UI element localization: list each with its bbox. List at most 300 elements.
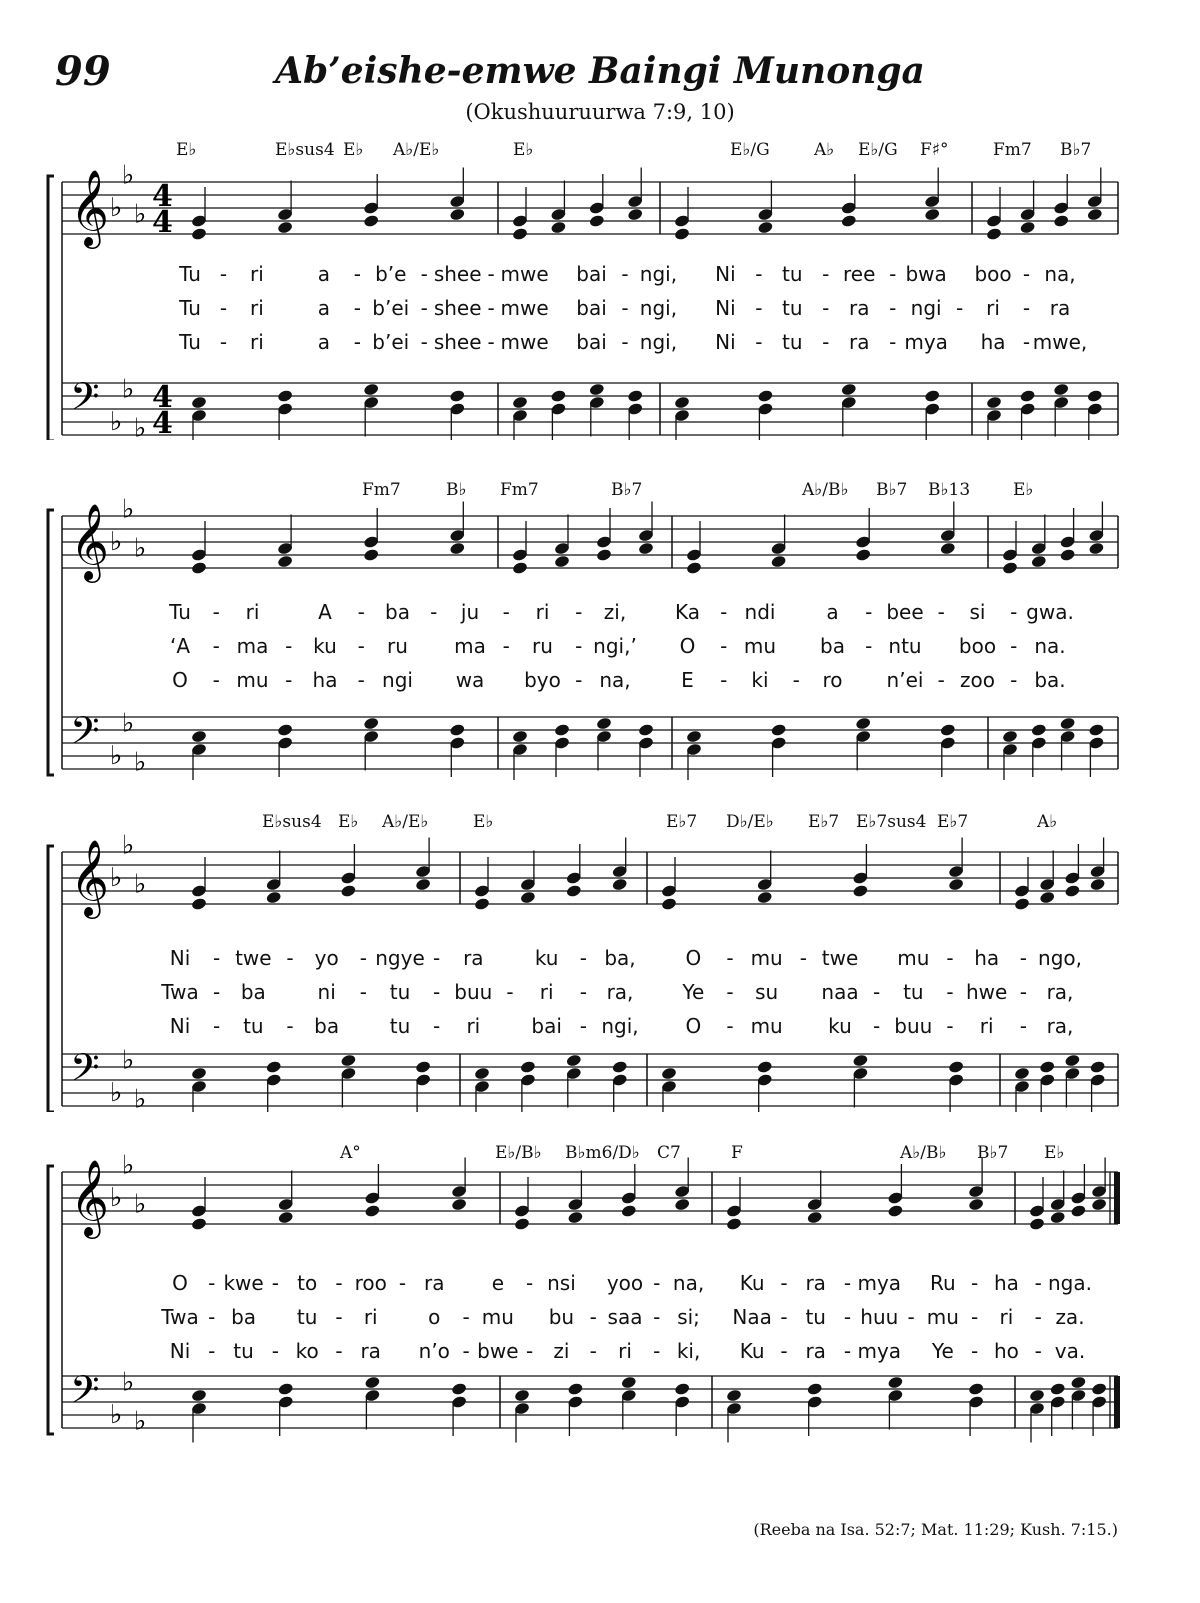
- lyric-syllable: roo: [354, 1271, 387, 1295]
- note-head: [277, 554, 294, 568]
- treble-staff: [62, 495, 1118, 584]
- bass-staff: [62, 1045, 1118, 1112]
- chord-symbol: E♭7: [808, 812, 840, 832]
- lyric-syllable: tu: [243, 1014, 264, 1038]
- lyric-hyphen: -: [843, 1271, 852, 1295]
- lyric-syllable: bai: [576, 262, 607, 286]
- verse-1-line: [0, 946, 1200, 972]
- lyric-hyphen: -: [865, 634, 873, 658]
- lyric-hyphen: -: [213, 946, 221, 970]
- lyric-syllable: na,: [1044, 262, 1076, 286]
- lyric-hyphen: -: [822, 296, 830, 320]
- lyric-hyphen: -: [1019, 980, 1027, 1004]
- lyric-hyphen: -: [433, 1014, 441, 1038]
- lyric-syllable: va.: [1054, 1339, 1086, 1363]
- lyric-syllable: tu: [389, 980, 411, 1004]
- note-head: [948, 1060, 965, 1074]
- lyric-syllable: bwa: [905, 262, 947, 286]
- lyric-syllable: ra: [848, 296, 870, 320]
- lyric-syllable: na,: [599, 668, 631, 692]
- lyric-hyphen: -: [208, 1339, 216, 1363]
- flat-icon: ♭: [110, 1400, 123, 1430]
- lyric-syllable: mu: [236, 668, 269, 692]
- lyric-syllable: boo: [974, 262, 1012, 286]
- lyric-hyphen: -: [873, 980, 881, 1004]
- note-head: [1064, 1053, 1081, 1067]
- note-head: [449, 541, 466, 555]
- note-head: [1070, 1204, 1087, 1218]
- lyric-syllable: ngi,: [601, 1014, 639, 1038]
- lyric-hyphen: -: [720, 634, 728, 658]
- note-head: [415, 1060, 432, 1074]
- lyric-syllable: ri: [618, 1339, 632, 1363]
- lyric-syllable: ree: [843, 262, 876, 286]
- lyric-syllable: a: [317, 262, 330, 286]
- lyric-hyphen: -: [579, 980, 587, 1004]
- lyric-hyphen: -: [865, 600, 873, 624]
- lyric-hyphen: -: [726, 980, 734, 1004]
- note-head: [474, 1066, 491, 1080]
- lyric-syllable: ba,: [604, 946, 636, 970]
- note-head: [986, 227, 1003, 241]
- lyric-hyphen: -: [420, 296, 428, 320]
- note-head: [364, 1375, 381, 1389]
- final-bar-thick: [1114, 1376, 1120, 1428]
- note-head: [474, 897, 491, 911]
- note-head: [514, 1388, 531, 1402]
- lyric-hyphen: -: [946, 946, 954, 970]
- chord-symbol: A♭: [1037, 812, 1058, 832]
- chord-symbol: E♭7: [937, 812, 969, 832]
- lyric-syllable: tu: [389, 1014, 411, 1038]
- note-head: [621, 1204, 638, 1218]
- lyric-syllable: ngye: [375, 946, 425, 970]
- note-head: [686, 729, 703, 743]
- lyric-syllable: Ni: [169, 1339, 191, 1363]
- chord-symbol: Fm7: [362, 480, 401, 500]
- lyric-hyphen: -: [873, 1014, 881, 1038]
- lyric-syllable: mu: [743, 634, 777, 658]
- note-head: [566, 1053, 583, 1067]
- lyric-syllable: Ni: [715, 262, 736, 286]
- note-head: [191, 1066, 208, 1080]
- lyric-syllable: ra: [360, 1339, 381, 1363]
- note-head: [191, 729, 208, 743]
- note-head: [1089, 877, 1106, 891]
- lyric-hyphen: -: [502, 634, 510, 658]
- lyric-hyphen: -: [357, 634, 365, 658]
- note-head: [449, 207, 466, 221]
- lyric-syllable: ngi,: [639, 262, 678, 286]
- lyric-hyphen: -: [212, 634, 220, 658]
- lyric-syllable: ku: [313, 634, 337, 658]
- note-head: [611, 877, 628, 891]
- lyric-hyphen: -: [208, 1271, 216, 1295]
- lyric-hyphen: -: [937, 668, 945, 692]
- note-head: [1039, 1060, 1056, 1074]
- note-head: [1049, 1382, 1066, 1396]
- lyric-syllable: ki,: [676, 1339, 701, 1363]
- note-head: [674, 1382, 691, 1396]
- lyric-syllable: saa: [607, 1305, 643, 1329]
- lyric-hyphen: -: [487, 262, 495, 286]
- flat-icon: ♭: [122, 494, 135, 525]
- chord-symbol: B♭13: [928, 480, 971, 500]
- verse-3-line: [0, 1014, 1200, 1040]
- note-head: [1088, 541, 1105, 555]
- lyric-hyphen: -: [286, 1014, 294, 1038]
- note-head: [1087, 207, 1104, 221]
- note-head: [611, 1060, 628, 1074]
- lyric-syllable: tu: [782, 262, 803, 286]
- note-head: [277, 220, 294, 234]
- lyric-hyphen: -: [219, 330, 228, 354]
- flat-icon: ♭: [134, 869, 147, 900]
- lyric-syllable: yoo: [606, 1271, 644, 1295]
- lyric-syllable: shee: [433, 330, 482, 354]
- note-head: [596, 716, 613, 730]
- note-head: [756, 1060, 773, 1074]
- lyric-syllable: boo: [958, 634, 997, 658]
- lyric-hyphen: -: [359, 980, 367, 1004]
- note-head: [589, 214, 606, 228]
- lyric-hyphen: -: [720, 600, 728, 624]
- chord-symbol: E♭/G: [858, 140, 898, 160]
- lyric-syllable: ru: [387, 634, 408, 658]
- treble-staff: [62, 1151, 1120, 1240]
- lyric-hyphen: -: [219, 296, 228, 320]
- lyric-syllable: ri: [363, 1305, 378, 1329]
- bass-staff: [62, 1367, 1120, 1443]
- note-head: [1088, 723, 1105, 737]
- time-signature: 4: [152, 179, 173, 214]
- lyric-syllable: a: [826, 600, 839, 624]
- lyric-syllable: o: [428, 1305, 441, 1329]
- chord-symbol: E♭: [473, 812, 494, 832]
- note-head: [855, 548, 872, 562]
- verse-2-line: [0, 634, 1200, 660]
- note-head: [940, 541, 957, 555]
- lyric-syllable: ra: [805, 1339, 826, 1363]
- lyric-hyphen: -: [755, 296, 763, 320]
- lyric-hyphen: -: [357, 600, 365, 624]
- lyric-syllable: ba: [231, 1305, 257, 1329]
- note-head: [415, 877, 432, 891]
- lyric-hyphen: -: [285, 634, 293, 658]
- note-head: [1031, 723, 1048, 737]
- time-signature: 4: [152, 406, 173, 440]
- note-head: [806, 1210, 823, 1224]
- note-head: [1091, 1197, 1108, 1211]
- chord-symbol: E♭: [1044, 1143, 1065, 1163]
- note-head: [1014, 1066, 1031, 1080]
- lyric-syllable: ra: [1049, 296, 1071, 320]
- lyric-syllable: ngi: [382, 668, 413, 692]
- note-head: [638, 541, 655, 555]
- lyric-syllable: ri: [466, 1014, 481, 1038]
- lyric-syllable: si;: [677, 1305, 700, 1329]
- chord-symbol: Fm7: [993, 140, 1032, 160]
- note-head: [596, 548, 613, 562]
- verse-1-line: [0, 600, 1200, 626]
- lyric-syllable: mwe: [500, 330, 549, 354]
- treble-clef-icon: 𝄞: [70, 503, 110, 580]
- lyric-syllable: twe: [821, 946, 859, 970]
- lyric-hyphen: -: [726, 1014, 734, 1038]
- lyric-syllable: ho: [993, 1339, 1019, 1363]
- lyric-syllable: ha: [312, 668, 338, 692]
- lyric-syllable: Ye: [682, 980, 705, 1004]
- lyric-syllable: ngo,: [1038, 946, 1082, 970]
- lyric-syllable: Ni: [169, 1014, 191, 1038]
- note-head: [1019, 389, 1036, 403]
- note-head: [948, 877, 965, 891]
- lyric-syllable: ra,: [1046, 980, 1074, 1004]
- note-head: [1039, 890, 1056, 904]
- lyric-syllable: mya: [857, 1339, 902, 1363]
- lyric-syllable: ro: [822, 668, 843, 692]
- note-head: [756, 890, 773, 904]
- chord-symbol: E♭: [1013, 480, 1034, 500]
- note-head: [1053, 214, 1070, 228]
- chord-symbol: A♭: [814, 140, 835, 160]
- lyric-syllable: Ku: [739, 1339, 765, 1363]
- lyric-syllable: ra: [848, 330, 870, 354]
- lyric-syllable: ri: [245, 600, 260, 624]
- lyric-syllable: Ni: [715, 330, 736, 354]
- lyric-syllable: ri: [999, 1305, 1014, 1329]
- lyric-hyphen: -: [433, 980, 441, 1004]
- note-head: [887, 1375, 904, 1389]
- flat-icon: ♭: [134, 199, 147, 230]
- note-head: [1002, 729, 1019, 743]
- lyric-hyphen: -: [335, 1305, 343, 1329]
- lyric-syllable: ko: [295, 1339, 319, 1363]
- lyric-syllable: nsi: [547, 1271, 576, 1295]
- lyric-syllable: O: [685, 946, 702, 970]
- lyric-syllable: gwa.: [1026, 600, 1074, 624]
- lyric-syllable: buu: [894, 1014, 933, 1038]
- lyric-hyphen: -: [621, 296, 629, 320]
- note-head: [451, 1197, 468, 1211]
- lyric-hyphen: -: [755, 262, 763, 286]
- chord-symbol: D♭/E♭: [726, 812, 774, 832]
- lyric-syllable: ha: [993, 1271, 1019, 1295]
- lyric-hyphen: -: [353, 330, 361, 354]
- lyric-syllable: tu: [782, 296, 803, 320]
- treble-clef-icon: 𝄞: [70, 169, 110, 246]
- lyric-hyphen: -: [1010, 668, 1018, 692]
- lyric-syllable: ba: [385, 600, 410, 624]
- chord-symbol: E♭: [513, 140, 534, 160]
- lyric-syllable: mu: [481, 1305, 514, 1329]
- lyric-syllable: hwe: [965, 980, 1008, 1004]
- lyric-syllable: mwe: [500, 296, 549, 320]
- note-head: [1029, 1388, 1046, 1402]
- lyric-hyphen: -: [780, 1339, 788, 1363]
- flat-icon: ♭: [122, 160, 135, 191]
- flat-icon: ♭: [110, 741, 123, 771]
- note-head: [638, 723, 655, 737]
- lyric-hyphen: -: [487, 330, 495, 354]
- chord-symbol: B♭: [446, 480, 467, 500]
- lyric-syllable: si: [969, 600, 986, 624]
- staff-system: [0, 140, 1200, 440]
- lyric-syllable: ngi,: [639, 330, 678, 354]
- chord-symbol: B♭7: [611, 480, 643, 500]
- lyric-syllable: Ka: [674, 600, 701, 624]
- note-head: [191, 561, 208, 575]
- note-head: [340, 1053, 357, 1067]
- system-bracket: [48, 846, 54, 1112]
- system-2: [0, 480, 1200, 780]
- lyric-hyphen: -: [1022, 296, 1031, 320]
- lyric-hyphen: -: [1019, 946, 1027, 970]
- lyric-hyphen: -: [359, 946, 367, 970]
- note-head: [968, 1382, 985, 1396]
- note-head: [627, 207, 644, 221]
- flat-icon: ♭: [110, 1183, 123, 1213]
- lyric-hyphen: -: [1034, 1339, 1042, 1363]
- flat-icon: ♭: [110, 527, 123, 557]
- note-head: [1064, 884, 1081, 898]
- lyric-syllable: ha: [980, 330, 1006, 354]
- lyric-syllable: ‘A: [169, 634, 191, 658]
- note-head: [1049, 1210, 1066, 1224]
- lyric-syllable: ru: [532, 634, 553, 658]
- lyric-syllable: na,: [672, 1271, 705, 1295]
- note-head: [1059, 716, 1076, 730]
- note-head: [1089, 1060, 1106, 1074]
- note-head: [514, 1217, 531, 1231]
- note-head: [841, 214, 858, 228]
- note-head: [627, 389, 644, 403]
- lyric-syllable: ma: [454, 634, 486, 658]
- lyric-syllable: Tu: [179, 296, 201, 320]
- lyric-hyphen: -: [420, 330, 428, 354]
- note-head: [265, 1060, 282, 1074]
- lyric-hyphen: -: [653, 1305, 661, 1329]
- lyric-hyphen: -: [799, 946, 807, 970]
- note-head: [589, 382, 606, 396]
- treble-staff: [62, 831, 1118, 920]
- lyric-syllable: ri: [250, 330, 264, 354]
- note-head: [674, 227, 691, 241]
- note-head: [1002, 561, 1019, 575]
- lyric-syllable: b’e: [375, 262, 407, 286]
- lyric-hyphen: -: [219, 262, 228, 286]
- note-head: [661, 897, 678, 911]
- note-head: [757, 389, 774, 403]
- note-head: [363, 214, 380, 228]
- lyric-hyphen: -: [208, 1305, 216, 1329]
- note-head: [567, 1210, 584, 1224]
- lyric-hyphen: -: [720, 668, 728, 692]
- lyric-syllable: mya: [857, 1271, 902, 1295]
- note-head: [757, 220, 774, 234]
- final-bar-thick: [1114, 1172, 1120, 1224]
- note-head: [512, 729, 529, 743]
- note-head: [566, 884, 583, 898]
- lyric-hyphen: -: [971, 1305, 979, 1329]
- lyric-hyphen: -: [889, 262, 897, 286]
- lyric-syllable: ngi,: [639, 296, 678, 320]
- lyric-syllable: mu: [897, 946, 930, 970]
- lyric-hyphen: -: [1022, 262, 1031, 286]
- hymn-number: 99: [55, 48, 111, 95]
- chord-symbol: A♭/E♭: [382, 812, 429, 832]
- lyric-syllable: Tu: [179, 330, 201, 354]
- lyric-syllable: ntu: [888, 634, 922, 658]
- lyric-hyphen: -: [398, 1271, 407, 1295]
- lyric-hyphen: -: [357, 668, 365, 692]
- lyric-syllable: Twa: [161, 980, 199, 1004]
- bass-clef-icon: 𝄢: [70, 708, 100, 762]
- lyric-syllable: bu: [548, 1305, 575, 1329]
- lyric-syllable: mu: [750, 1014, 783, 1038]
- flat-icon: ♭: [110, 1078, 123, 1108]
- chord-symbol: E♭sus4: [275, 140, 335, 160]
- time-signature: 4: [152, 380, 173, 415]
- chord-symbol: A♭/B♭: [802, 480, 849, 500]
- lyric-syllable: Tu: [169, 600, 191, 624]
- lyric-hyphen: -: [462, 1339, 470, 1363]
- note-head: [770, 554, 787, 568]
- lyric-hyphen: -: [1010, 600, 1018, 624]
- flat-icon: ♭: [122, 708, 135, 739]
- lyric-syllable: ra,: [606, 980, 634, 1004]
- lyric-hyphen: -: [889, 330, 897, 354]
- note-head: [855, 716, 872, 730]
- flat-icon: ♭: [134, 1189, 147, 1220]
- chord-symbol: A°: [340, 1143, 361, 1163]
- lyric-hyphen: -: [621, 262, 629, 286]
- note-head: [1014, 897, 1031, 911]
- note-head: [550, 389, 567, 403]
- lyric-hyphen: -: [589, 1339, 597, 1363]
- note-head: [512, 227, 529, 241]
- lyric-syllable: kwe: [223, 1271, 264, 1295]
- chord-symbol: E♭7sus4: [856, 812, 927, 832]
- lyric-syllable: ra: [424, 1271, 445, 1295]
- lyric-hyphen: -: [430, 600, 438, 624]
- lyric-syllable: ku: [534, 946, 559, 970]
- bass-clef-icon: 𝄢: [70, 1045, 100, 1099]
- note-head: [1059, 548, 1076, 562]
- note-head: [924, 389, 941, 403]
- lyric-syllable: ri: [539, 980, 554, 1004]
- chord-symbol: A♭/E♭: [393, 140, 440, 160]
- lyric-syllable: mya: [904, 330, 948, 354]
- lyric-hyphen: -: [526, 1271, 534, 1295]
- note-head: [1087, 389, 1104, 403]
- lyric-syllable: ra: [805, 1271, 826, 1295]
- lyric-syllable: mu: [750, 946, 783, 970]
- lyric-syllable: tu: [233, 1339, 254, 1363]
- note-head: [554, 723, 571, 737]
- note-head: [364, 1204, 381, 1218]
- lyric-hyphen: -: [726, 946, 734, 970]
- lyric-hyphen: -: [1034, 1271, 1042, 1295]
- flat-icon: ♭: [134, 747, 147, 778]
- lyric-hyphen: -: [653, 1271, 661, 1295]
- system-bracket: [48, 1166, 54, 1434]
- lyric-syllable: b’ei: [372, 330, 410, 354]
- note-head: [449, 389, 466, 403]
- treble-staff: [62, 161, 1118, 250]
- lyric-syllable: Ru: [930, 1271, 956, 1295]
- flat-icon: ♭: [122, 374, 135, 405]
